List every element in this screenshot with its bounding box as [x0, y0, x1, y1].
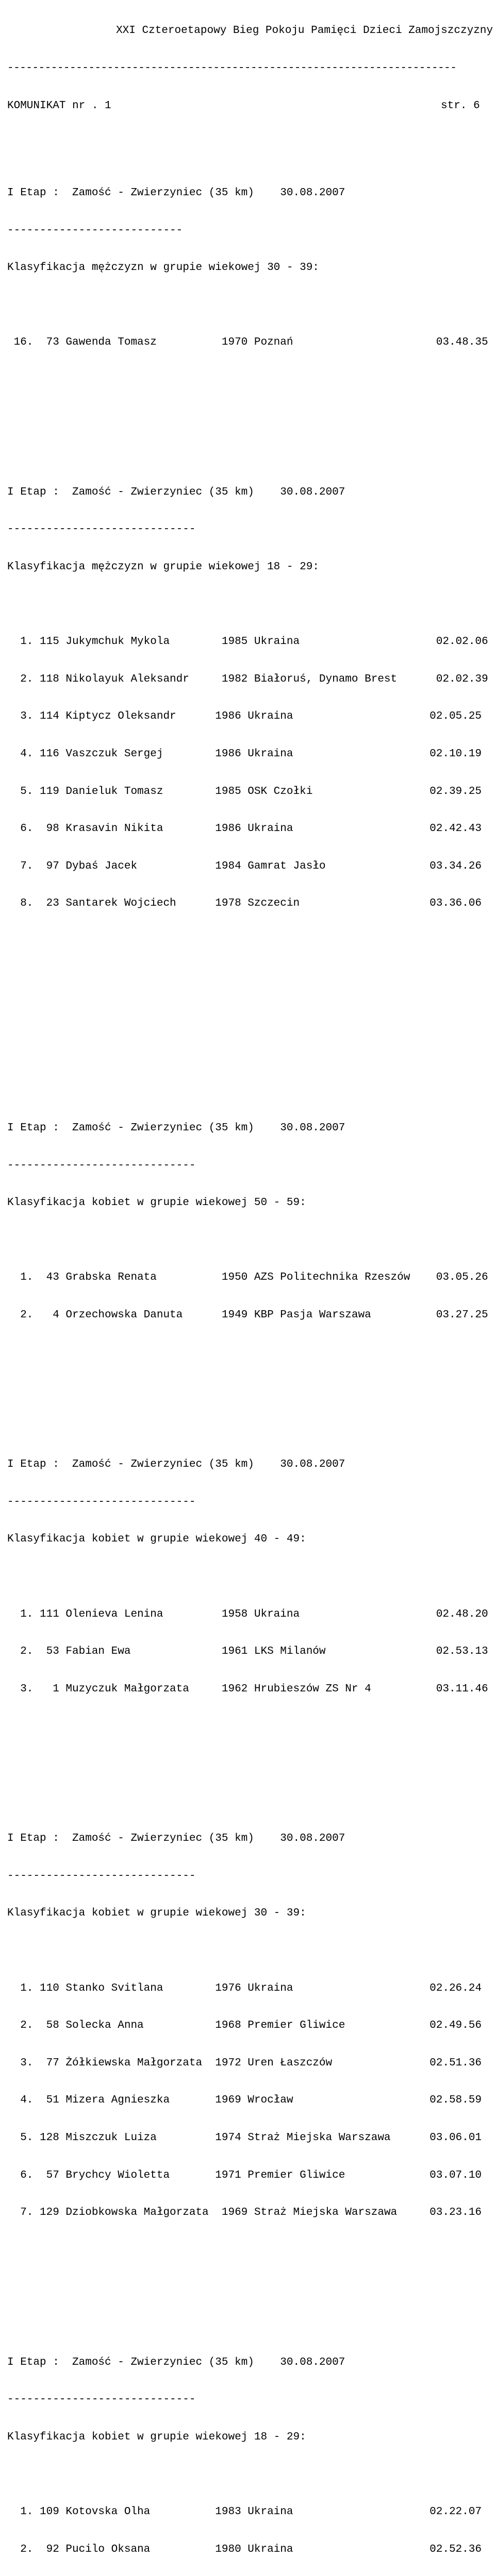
result-row: 16. 73 Gawenda Tomasz 1970 Poznań 03.48.35 — [7, 336, 488, 349]
section-heading: Klasyfikacja kobiet w grupie wiekowej 50 - 59: — [7, 1197, 306, 1209]
etap-line: I Etap : Zamość - Zwierzyniec (35 km) 30.08.2007 — [7, 1122, 345, 1134]
result-row: 7. 129 Dziobkowska Małgorzata 1969 Straż Miejska Warszawa 03.23.16 — [7, 2207, 482, 2219]
result-row: 1. 109 Kotovska Olha 1983 Ukraina 02.22.07 — [7, 2505, 482, 2518]
result-row: 3. 77 Żółkiewska Małgorzata 1972 Uren Łaszczów 02.51.36 — [7, 2057, 482, 2069]
result-row: 4. 51 Mizera Agnieszka 1969 Wrocław 02.58.59 — [7, 2094, 482, 2107]
result-row: 2. 53 Fabian Ewa 1961 LKS Milanów 02.53.13 — [7, 1646, 488, 1658]
results-section — [0, 162, 495, 412]
results-section — [0, 1808, 495, 2282]
etap-separator: --------------------------- — [7, 224, 183, 236]
result-row: 4. 116 Vaszczuk Sergej 1986 Ukraina 02.10.19 — [7, 748, 482, 760]
result-row: 1. 111 Olenieva Lenina 1958 Ukraina 02.48.20 — [7, 1608, 488, 1620]
section-heading: Klasyfikacja mężczyzn w grupie wiekowej 18 - 29: — [7, 561, 319, 573]
result-row: 1. 43 Grabska Renata 1950 AZS Politechnika Rzeszów 03.05.26 — [7, 1272, 488, 1284]
result-row: 8. 23 Santarek Wojciech 1978 Szczecin 03.36.06 — [7, 897, 482, 910]
etap-line: I Etap : Zamość - Zwierzyniec (35 km) 30.08.2007 — [7, 486, 345, 498]
result-row: 2. 4 Orzechowska Danuta 1949 KBP Pasja Warszawa 03.27.25 — [7, 1309, 488, 1321]
results-section — [0, 2331, 495, 2576]
document-title: XXI Czteroetapowy Bieg Pokoju Pamięci Dzieci Zamojszczyzny — [116, 25, 493, 37]
etap-line: I Etap : Zamość - Zwierzyniec (35 km) 30.08.2007 — [7, 187, 345, 199]
section-heading: Klasyfikacja kobiet w grupie wiekowej 18 - 29: — [7, 2431, 306, 2443]
etap-separator: ----------------------------- — [7, 523, 196, 536]
etap-separator: ----------------------------- — [7, 1159, 196, 1172]
title-separator: ------------------------------------------------------------------------ — [7, 62, 457, 74]
etap-line: I Etap : Zamość - Zwierzyniec (35 km) 30.08.2007 — [7, 2356, 345, 2368]
result-row: 1. 110 Stanko Svitlana 1976 Ukraina 02.26.24 — [7, 1982, 482, 1994]
result-row: 6. 57 Brychcy Wioletta 1971 Premier Gliwice 03.07.10 — [7, 2169, 482, 2181]
result-row: 1. 115 Jukymchuk Mykola 1985 Ukraina 02.02.06 — [7, 636, 488, 648]
result-row: 3. 1 Muzyczuk Małgorzata 1962 Hrubieszów ZS Nr 4 03.11.46 — [7, 1683, 488, 1695]
result-row: 6. 98 Krasavin Nikita 1986 Ukraina 02.42.43 — [7, 823, 482, 835]
section-heading: Klasyfikacja kobiet w grupie wiekowej 40 - 49: — [7, 1533, 306, 1546]
result-row: 2. 58 Solecka Anna 1968 Premier Gliwice 02.49.56 — [7, 2020, 482, 2032]
result-row: 5. 119 Danieluk Tomasz 1985 OSK Czołki 02.39.25 — [7, 785, 482, 798]
results-section — [0, 1434, 495, 1758]
etap-separator: ----------------------------- — [7, 1870, 196, 1882]
results-section — [0, 1097, 495, 1384]
result-row: 2. 92 Pucilo Oksana 1980 Ukraina 02.52.36 — [7, 2543, 482, 2555]
etap-separator: ----------------------------- — [7, 2394, 196, 2406]
page-number: str. 6 — [441, 99, 480, 112]
results-section — [0, 461, 495, 1047]
result-row: 3. 114 Kiptycz Oleksandr 1986 Ukraina 02.05.25 — [7, 710, 482, 723]
komunikat-line — [0, 100, 495, 112]
result-row: 2. 118 Nikolayuk Aleksandr 1982 Białoruś, Dynamo Brest 02.02.39 — [7, 673, 488, 685]
section-heading: Klasyfikacja kobiet w grupie wiekowej 30 - 39: — [7, 1907, 306, 1920]
komunikat-label: KOMUNIKAT nr . 1 — [7, 99, 111, 112]
section-heading: Klasyfikacja mężczyzn w grupie wiekowej 30 - 39: — [7, 262, 319, 274]
result-row: 5. 128 Miszczuk Luiza 1974 Straż Miejska Warszawa 03.06.01 — [7, 2132, 482, 2144]
etap-separator: ----------------------------- — [7, 1496, 196, 1508]
etap-line: I Etap : Zamość - Zwierzyniec (35 km) 30.08.2007 — [7, 1459, 345, 1471]
etap-line: I Etap : Zamość - Zwierzyniec (35 km) 30.08.2007 — [7, 1833, 345, 1845]
result-row: 7. 97 Dybaś Jacek 1984 Gamrat Jasło 03.34.26 — [7, 860, 482, 872]
